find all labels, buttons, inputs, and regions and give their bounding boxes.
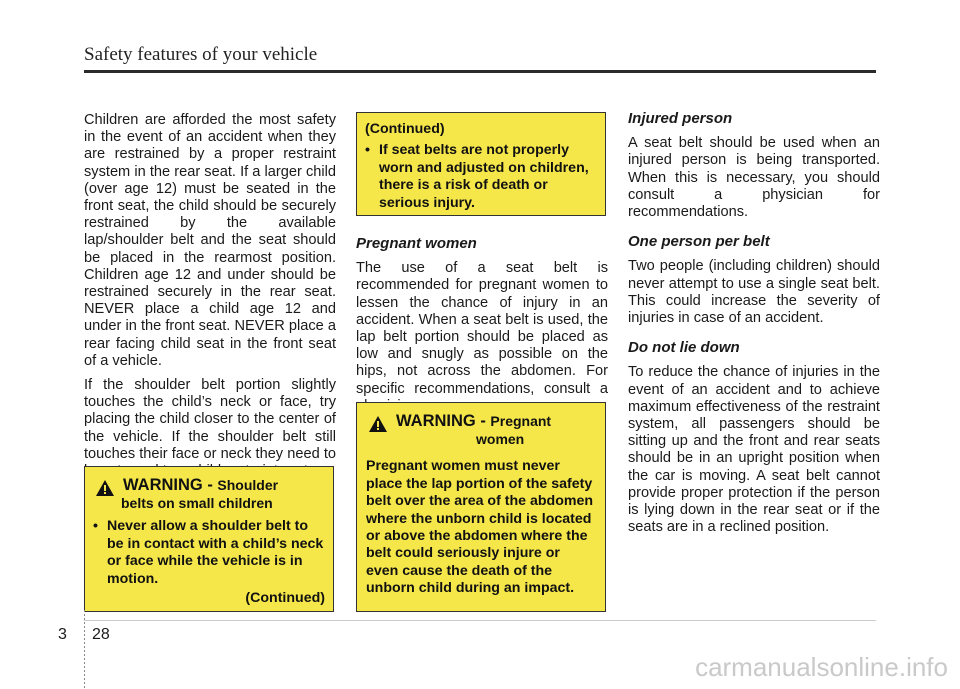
warning-box-pregnant-women <box>356 402 606 612</box>
continued-warning-box <box>356 112 606 216</box>
column-middle <box>356 235 608 427</box>
watermark-text: carmanualsonline.info <box>695 652 948 682</box>
section-heading: Pregnant women <box>356 235 477 252</box>
section-body: The use of a seat belt is recommended for pregnant women to lessen the chance of injury in an accident. When a seat belt is used, the lap belt portion should be placed as low and snugly as possible on the hips, not across the abdomen. For specific recommendations, consult a <box>356 260 608 397</box>
section-heading: One person per belt <box>628 233 770 251</box>
page-header-title: Safety features of your vehicle <box>84 44 318 65</box>
warning-heading <box>366 413 596 433</box>
section-heading: Injured person <box>628 110 733 127</box>
chapter-number: 3 <box>58 626 67 643</box>
page-number: 28 <box>92 626 110 643</box>
section-pregnant-women <box>356 235 608 415</box>
column-left <box>84 112 336 487</box>
column-right <box>628 110 880 548</box>
section-body: A seat belt should be used when an injured person is being transported. When this is necessary, you should consult a physician for recommendations. <box>628 135 880 221</box>
continued-label: (Continued) <box>365 121 445 137</box>
section-injured-person <box>628 110 880 221</box>
footer-rule <box>84 620 876 621</box>
warning-box-shoulder-belts <box>84 466 334 612</box>
section-do-not-lie-down <box>628 339 880 536</box>
warning-topic-line2: women <box>476 431 525 447</box>
warning-topic-line2: belts on small children <box>121 495 273 511</box>
warning-triangle-icon <box>368 415 388 433</box>
warning-heading <box>93 477 325 497</box>
section-one-person-per-belt <box>628 233 880 327</box>
shoulder-belt-paragraph: If the shoulder belt portion slightly touches the child’s neck or face, try placing the child closer to the center of the vehicle. If the shoulder belt still touches their face or neck they need to <box>84 377 336 462</box>
section-body: To reduce the chance of injuries in the event of an accident and to achieve maximum effectiveness of the restraint system, all passengers should be sitting up and the front and rear seats should be in an upright position when the car is moving. A seat belt cannot provide proper protection if the person is lying down in the rear seat or if the seats are in a reclined position. <box>628 364 880 536</box>
warning-word: WARNING - <box>396 412 491 430</box>
section-body: Two people (including children) should never attempt to use a single seat belt. This could increase the severity of injuries in case of an accident. <box>628 258 880 327</box>
header-rule <box>84 70 876 73</box>
warning-bullet: • If seat belts are not properly worn and adjusted on children, there is a risk of death or serious injury. <box>365 142 597 212</box>
warning-word: WARNING - <box>123 476 218 494</box>
warning-topic: Pregnant <box>490 413 552 429</box>
children-paragraph: Children are afforded the most safety in the event of an accident when they are restrained by a proper restraint system in the rear seat. If a larger child (over age 12) must be seated in the front seat, the child should be securely restrained by the available lap/shoulder belt and the seat should be placed in the rearmost position. Children age 12 and under should be restrained securely in the rear seat. NEVER place a child age 12 and under in the front seat. NEVER place a rear facing child seat in the front seat of a vehicle. <box>84 112 336 369</box>
warning-triangle-icon <box>95 479 115 497</box>
warning-body: Pregnant women must never place the lap portion of the safety belt over the area of the abdomen where the unborn child is located or above the abdomen where the belt could seriously injure or even cause the death of the unborn child during an impact. <box>366 458 594 597</box>
continued-label: (Continued) <box>245 590 325 607</box>
warning-topic: Shoulder <box>217 477 279 493</box>
section-heading: Do not lie down <box>628 339 740 357</box>
footer-divider <box>84 610 85 689</box>
warning-bullet: • Never allow a shoulder belt to be in contact with a child’s neck or face while the vehicle is in motion. <box>93 518 325 588</box>
